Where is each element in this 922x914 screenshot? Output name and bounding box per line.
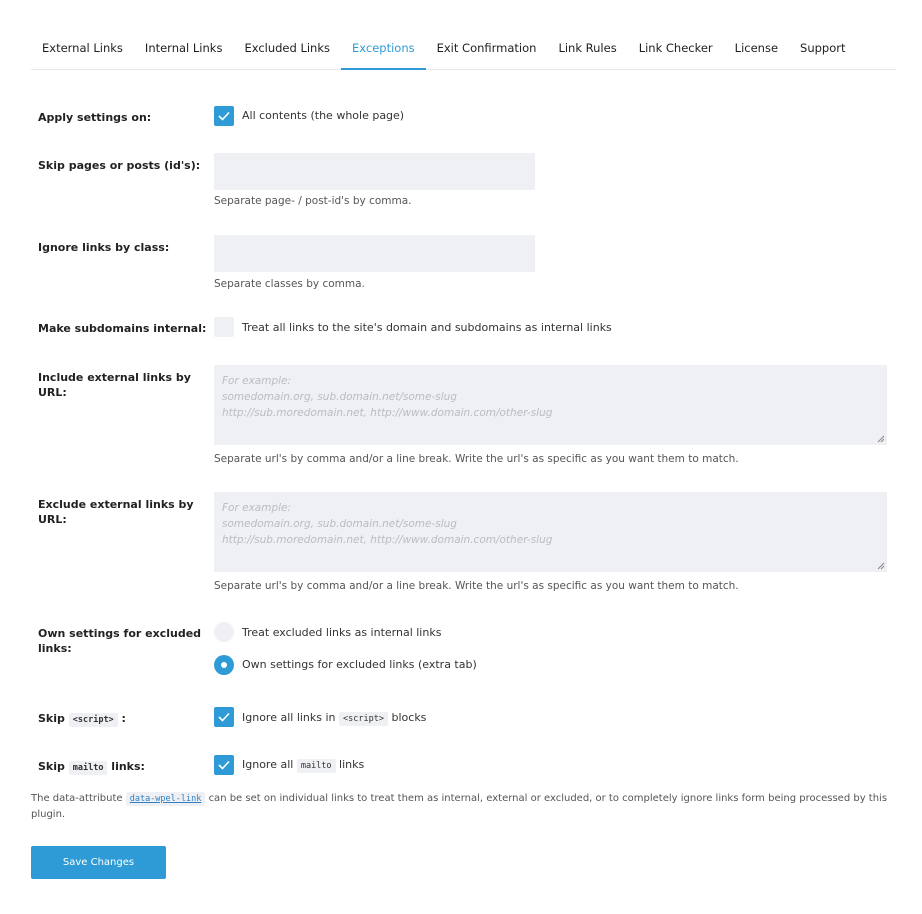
radio-treat-excluded-internal[interactable]	[214, 622, 234, 642]
skip-pages-help: Separate page- / post-id's by comma.	[214, 195, 412, 207]
own-settings-label: Own settings for excluded links:	[38, 627, 202, 655]
checkmark-icon	[218, 111, 230, 121]
skip-mailto-label: Skip mailto links:	[38, 760, 145, 773]
apply-settings-label: Apply settings on:	[38, 111, 152, 124]
subdomains-option-label: Treat all links to the site's domain and subdomains as internal links	[242, 321, 612, 334]
radio-treat-excluded-internal-label: Treat excluded links as internal links	[242, 626, 442, 639]
tab-internal-links[interactable]: Internal Links	[144, 41, 223, 55]
settings-tabs	[31, 30, 896, 70]
skip-mailto-checkbox[interactable]	[214, 755, 234, 775]
tab-external-links[interactable]: External Links	[42, 41, 123, 55]
include-urls-placeholder-2: somedomain.org, sub.domain.net/some-slug	[222, 391, 457, 403]
data-attribute-link[interactable]: data-wpel-link	[126, 792, 206, 806]
resize-grip-icon[interactable]	[877, 435, 885, 443]
skip-pages-label: Skip pages or posts (id's):	[38, 159, 201, 172]
resize-grip-icon[interactable]	[877, 562, 885, 570]
ignore-class-input[interactable]	[214, 235, 535, 272]
save-changes-button[interactable]: Save Changes	[31, 846, 166, 879]
tab-exceptions[interactable]: Exceptions	[341, 30, 426, 70]
tab-exit-confirmation[interactable]: Exit Confirmation	[436, 41, 537, 55]
tab-link-rules[interactable]: Link Rules	[558, 41, 617, 55]
subdomains-checkbox[interactable]	[214, 317, 234, 337]
skip-script-checkbox[interactable]	[214, 707, 234, 727]
skip-script-option-label: Ignore all links in <script> blocks	[242, 711, 427, 724]
skip-script-label: Skip <script> :	[38, 712, 126, 725]
radio-own-settings-excluded[interactable]	[214, 655, 234, 675]
checkmark-icon	[218, 760, 230, 770]
tab-link-checker[interactable]: Link Checker	[638, 41, 713, 55]
exclude-urls-placeholder-3: http://sub.moredomain.net, http://www.domain.com/other-slug	[222, 534, 553, 546]
tab-excluded-links[interactable]: Excluded Links	[244, 41, 331, 55]
include-urls-help: Separate url's by comma and/or a line break. Write the url's as specific as you want them to match.	[214, 453, 739, 465]
exclude-urls-placeholder-2: somedomain.org, sub.domain.net/some-slug	[222, 518, 457, 530]
include-urls-label: Include external links by URL:	[38, 371, 191, 399]
data-attribute-note: The data-attribute data-wpel-link can be set on individual links to treat them as internal, external or excluded, or to completely ignore links form being processed by this plugin.	[31, 793, 888, 820]
include-urls-placeholder-1: For example:	[222, 375, 292, 387]
skip-pages-input[interactable]	[214, 153, 535, 190]
subdomains-label: Make subdomains internal:	[38, 322, 207, 335]
radio-own-settings-excluded-label: Own settings for excluded links (extra tab)	[242, 658, 477, 671]
tab-support[interactable]: Support	[800, 41, 846, 55]
skip-mailto-option-label: Ignore all mailto links	[242, 758, 365, 771]
tab-license[interactable]: License	[734, 41, 779, 55]
apply-settings-checkbox[interactable]	[214, 106, 234, 126]
exclude-urls-help: Separate url's by comma and/or a line break. Write the url's as specific as you want them to match.	[214, 580, 739, 592]
exclude-urls-label: Exclude external links by URL:	[38, 498, 194, 526]
include-urls-textarea[interactable]	[214, 365, 887, 445]
ignore-class-help: Separate classes by comma.	[214, 278, 365, 290]
exclude-urls-placeholder-1: For example:	[222, 502, 292, 514]
include-urls-placeholder-3: http://sub.moredomain.net, http://www.domain.com/other-slug	[222, 407, 553, 419]
checkmark-icon	[218, 712, 230, 722]
ignore-class-label: Ignore links by class:	[38, 241, 170, 254]
apply-settings-option-label: All contents (the whole page)	[242, 109, 405, 122]
exclude-urls-textarea[interactable]	[214, 492, 887, 572]
